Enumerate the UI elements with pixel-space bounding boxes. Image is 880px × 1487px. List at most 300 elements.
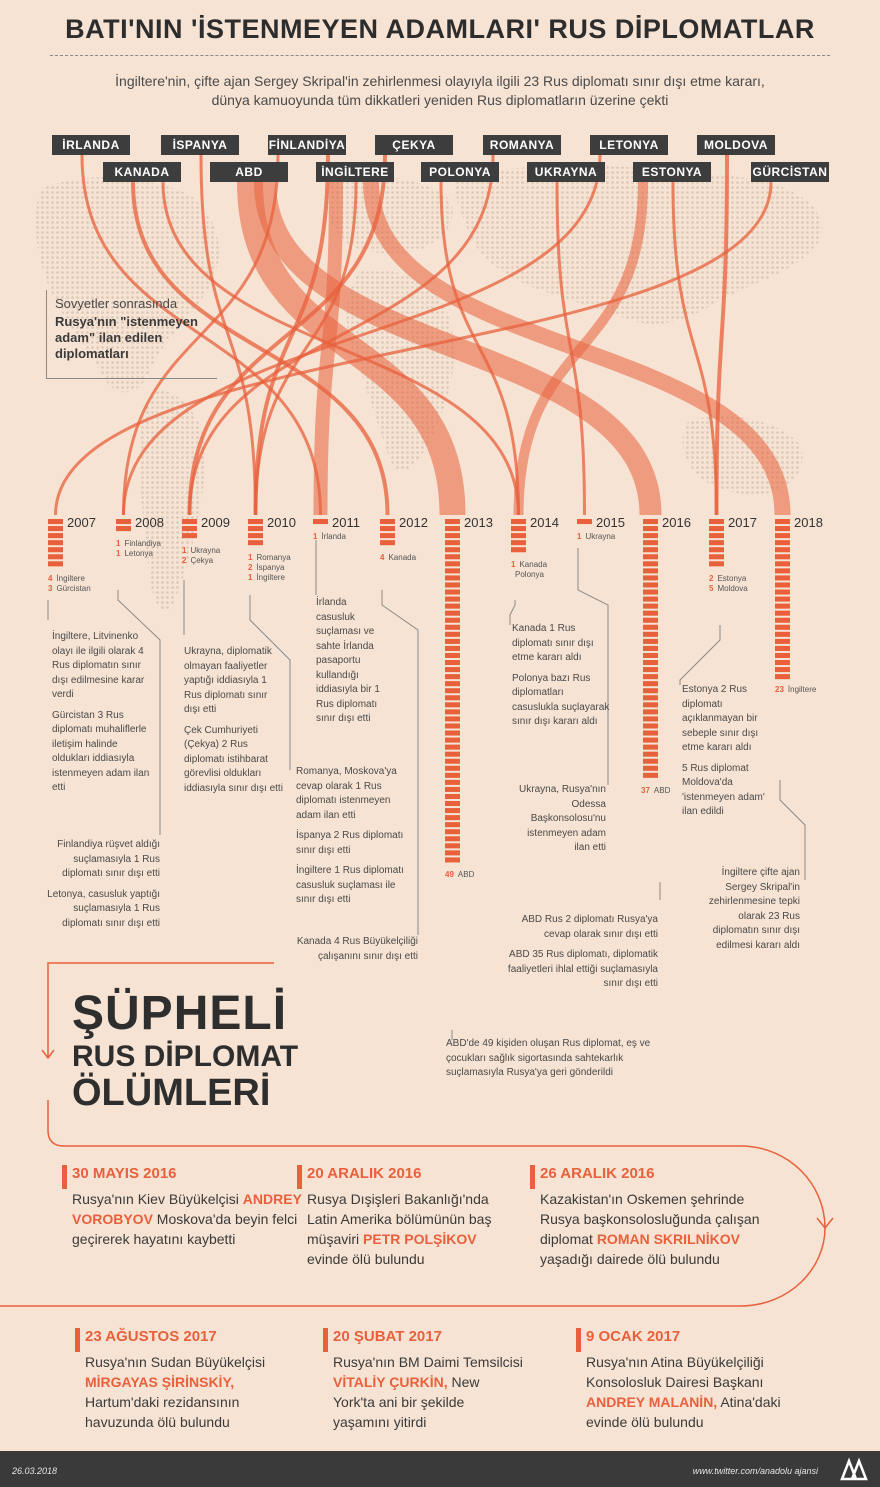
country-label: MOLDOVA: [697, 135, 775, 155]
year-breakdown: [248, 553, 291, 583]
bar-unit: [643, 547, 658, 552]
bar-unit: [445, 547, 460, 552]
bar-unit: [445, 639, 460, 644]
agency-logo-icon: [840, 1457, 868, 1481]
bar-unit: [643, 611, 658, 616]
breakdown-country: İrlanda: [321, 532, 346, 542]
bar-unit: [775, 625, 790, 630]
description-paragraph: İngiltere 1 Rus diplomatı casusluk suçlaması ile sınır dışı etti: [296, 865, 404, 905]
bar-unit: [643, 759, 658, 764]
breakdown-item: [182, 546, 220, 556]
bar-unit: [775, 554, 790, 559]
event-pre: Rusya'nın Sudan Büyükelçisi: [85, 1354, 266, 1370]
breakdown-country: Moldova: [717, 584, 748, 594]
bar-unit: [445, 738, 460, 743]
bar-unit: [775, 653, 790, 658]
breakdown-item: [248, 553, 291, 563]
country-label: ÇEKYA: [375, 135, 453, 155]
bar-2012: [380, 519, 395, 545]
bar-unit: [445, 674, 460, 679]
event-post: yaşadığı dairede ölü bulundu: [540, 1251, 720, 1267]
description-paragraph: Romanya, Moskova'ya cevap olarak 1 Rus diplomatı istenmeyen adam ilan etti: [296, 766, 397, 821]
bar-unit: [380, 519, 395, 524]
breakdown-country: Kanada: [388, 553, 417, 563]
bar-unit: [775, 519, 790, 524]
breakdown-country: ABD: [653, 785, 671, 795]
breakdown-item: [248, 573, 291, 583]
breakdown-country: İngiltere: [787, 685, 817, 695]
bar-unit: [775, 575, 790, 580]
bar-unit: [445, 632, 460, 637]
bar-unit: [445, 773, 460, 778]
description-paragraph: 5 Rus diplomat Moldova'da 'istenmeyen adam' ilan edildi: [682, 762, 765, 817]
event-marker: [530, 1165, 535, 1189]
event-name: ANDREY VOROBYOV: [72, 1191, 302, 1227]
breakdown-count: 23: [775, 685, 784, 695]
section-title-line-1: ŞÜPHELİ: [72, 987, 288, 1040]
bar-2008: [116, 519, 131, 531]
bar-unit: [775, 611, 790, 616]
description-paragraph: Polonya bazı Rus diplomatları casuslukla suçlayarak sınır dışı kararı aldı: [512, 672, 610, 727]
breakdown-item: [48, 584, 91, 594]
bar-unit: [445, 836, 460, 841]
bar-unit: [643, 625, 658, 630]
bar-unit: [643, 604, 658, 609]
event-text: [586, 1352, 796, 1432]
description-paragraph: ABD 35 Rus diplomatı, diplomatik faaliyetleri ihlal ettiği suçlamasıyla sınır dışı etti: [507, 949, 658, 989]
bar-unit: [709, 540, 724, 545]
breakdown-count: 1: [116, 549, 121, 559]
bar-unit: [445, 653, 460, 658]
breakdown-count: 1: [248, 553, 253, 563]
bar-unit: [445, 618, 460, 623]
breakdown-item: [182, 556, 220, 566]
description-paragraph: Çek Cumhuriyeti (Çekya) 2 Rus diplomatı istihbarat görevlisi oldukları iddiasıyla sınır dışı etti: [184, 724, 283, 794]
breakdown-count: 1: [182, 546, 187, 556]
breakdown-item: [116, 549, 161, 559]
breakdown-item: [709, 574, 748, 584]
bar-unit: [445, 519, 460, 524]
bar-unit: [445, 646, 460, 651]
country-label: İRLANDA: [52, 135, 130, 155]
desc-2018: [700, 866, 800, 959]
year-breakdown: [116, 539, 161, 559]
bar-unit: [643, 766, 658, 771]
bar-2016: [643, 519, 658, 778]
event-date: 23 AĞUSTOS 2017: [85, 1328, 217, 1345]
bar-unit: [643, 533, 658, 538]
year-label: 2017: [728, 515, 757, 530]
breakdown-count: 1: [116, 539, 121, 549]
bar-unit: [643, 540, 658, 545]
bar-unit: [445, 590, 460, 595]
bar-unit: [643, 773, 658, 778]
breakdown-country: Polonya: [515, 570, 544, 580]
year-breakdown: [182, 546, 220, 566]
bar-unit: [775, 646, 790, 651]
bar-unit: [775, 674, 790, 679]
year-label: 2012: [399, 515, 428, 530]
bar-unit: [643, 632, 658, 637]
breakdown-item: [709, 584, 748, 594]
country-label: FİNLANDİYA: [268, 135, 346, 155]
bar-unit: [445, 554, 460, 559]
country-label: ABD: [210, 162, 288, 182]
bar-unit: [775, 604, 790, 609]
bar-unit: [445, 526, 460, 531]
bar-unit: [643, 723, 658, 728]
event-marker: [75, 1328, 80, 1352]
bar-unit: [445, 850, 460, 855]
bar-unit: [248, 526, 263, 531]
event-date: 30 MAYIS 2016: [72, 1165, 177, 1182]
bar-unit: [445, 787, 460, 792]
bar-unit: [445, 808, 460, 813]
event-marker: [576, 1328, 581, 1352]
bar-unit: [445, 625, 460, 630]
breakdown-count: 49: [445, 870, 454, 880]
year-label: 2009: [201, 515, 230, 530]
bar-unit: [643, 752, 658, 757]
event-pre: Rusya'nın Atina Büyükelçiliği Konsolosluk Dairesi Başkanı: [586, 1354, 764, 1390]
bar-unit: [48, 561, 63, 566]
subtitle-line-1: İngiltere'nin, çifte ajan Sergey Skripal'in zehirlenmesi olayıyla ilgili 23 Rus diplomatı sınır dışı etme kararı,: [115, 73, 765, 89]
year-breakdown: [641, 786, 670, 796]
event-marker: [297, 1165, 302, 1189]
breakdown-count: 1: [248, 573, 253, 583]
bar-2018: [775, 519, 790, 679]
event-card: [586, 1328, 796, 1432]
bar-2015: [577, 519, 592, 524]
breakdown-count: 3: [48, 584, 53, 594]
bar-unit: [445, 611, 460, 616]
description-paragraph: Estonya 2 Rus diplomatı açıklanmayan bir sebeple sınır dışı etme kararı aldı: [682, 684, 759, 753]
description-paragraph: Gürcistan 3 Rus diplomatı muhaliflerle iletişim halinde oldukları iddiasıyla istenmeyen adam ilan etti: [52, 709, 150, 793]
bar-unit: [445, 597, 460, 602]
bar-unit: [511, 526, 526, 531]
footer-link[interactable]: www.twitter.com/anadolu ajansi: [692, 1466, 818, 1476]
bar-unit: [775, 632, 790, 637]
country-label: KANADA: [103, 162, 181, 182]
year-breakdown: [775, 685, 816, 695]
breakdown-country: Finlandiya: [124, 539, 161, 549]
breakdown-item: [577, 532, 615, 542]
bar-unit: [775, 533, 790, 538]
bar-unit: [643, 716, 658, 721]
bar-unit: [643, 618, 658, 623]
event-card: [333, 1328, 523, 1432]
bar-unit: [445, 843, 460, 848]
breakdown-item: [48, 574, 91, 584]
event-card: [85, 1328, 285, 1432]
breakdown-item: [248, 563, 291, 573]
year-breakdown: [380, 553, 416, 563]
bar-unit: [445, 801, 460, 806]
breakdown-country: Romanya: [256, 553, 291, 563]
bar-unit: [380, 526, 395, 531]
event-marker: [62, 1165, 67, 1189]
bar-unit: [445, 723, 460, 728]
bar-unit: [643, 738, 658, 743]
bar-unit: [511, 519, 526, 524]
description-paragraph: Kanada 4 Rus Büyükelçiliği çalışanını sınır dışı etti: [296, 936, 418, 962]
bar-unit: [445, 857, 460, 862]
footer-date: 26.03.2018: [12, 1466, 58, 1476]
year-label: 2011: [332, 515, 360, 530]
bar-unit: [643, 646, 658, 651]
bar-unit: [775, 590, 790, 595]
breakdown-item: [775, 685, 816, 695]
bar-unit: [643, 681, 658, 686]
year-label: 2007: [67, 515, 96, 530]
breakdown-country: İngiltere: [56, 574, 85, 584]
breakdown-count: 4: [380, 553, 385, 563]
event-name: PETR POLŞİKOV: [363, 1231, 477, 1247]
bar-unit: [445, 745, 460, 750]
country-label: ROMANYA: [483, 135, 561, 155]
event-pre: Rusya'nın Kiev Büyükelçisi: [72, 1191, 239, 1207]
breakdown-country: İspanya: [256, 563, 285, 573]
breakdown-country: ABD: [457, 870, 475, 880]
bar-unit: [182, 526, 197, 531]
description-paragraph: İngiltere çifte ajan Sergey Skripal'in zehirlenmesine tepki olarak 23 Rus diplomatın sınır dışı edilmesi kararı aldı: [708, 867, 800, 951]
bar-2007: [48, 519, 63, 566]
desc-2007: [52, 630, 152, 802]
bar-unit: [380, 533, 395, 538]
event-post: evinde ölü bulundu: [307, 1251, 425, 1267]
desc-2009: [184, 645, 284, 802]
section-title-line-2: RUS DİPLOMAT: [72, 1040, 299, 1073]
year-label: 2016: [662, 515, 691, 530]
year-label: 2015: [596, 515, 625, 530]
bar-unit: [643, 731, 658, 736]
bar-unit: [48, 547, 63, 552]
bar-unit: [445, 604, 460, 609]
bar-unit: [445, 582, 460, 587]
bar-unit: [248, 519, 263, 524]
bar-unit: [643, 702, 658, 707]
bar-unit: [643, 526, 658, 531]
desc-2015: [510, 783, 606, 862]
breakdown-country: Ukrayna: [585, 532, 616, 542]
bar-unit: [775, 639, 790, 644]
bar-unit: [445, 709, 460, 714]
event-text: [307, 1189, 517, 1269]
description-paragraph: İrlanda casusluk suçlaması ve sahte İrlanda pasaportu kullandığı iddiasıyla bir 1 Rus diplomatı sınır dışı etti: [316, 597, 380, 724]
bar-unit: [313, 519, 328, 524]
breakdown-item: [380, 553, 416, 563]
year-breakdown: [577, 532, 615, 542]
bar-2010: [248, 519, 263, 545]
breakdown-count: 1: [511, 560, 516, 570]
event-date: 20 ŞUBAT 2017: [333, 1328, 442, 1345]
desc-2014: [512, 622, 612, 736]
section-title-line-3: ÖLÜMLERİ: [72, 1072, 271, 1114]
breakdown-country: İngiltere: [256, 573, 285, 583]
bar-unit: [445, 561, 460, 566]
bar-2013: [445, 519, 460, 862]
desc-2008: [40, 838, 160, 937]
country-label: LETONYA: [590, 135, 668, 155]
bar-unit: [445, 731, 460, 736]
bar-unit: [445, 752, 460, 757]
bar-unit: [709, 533, 724, 538]
bar-unit: [709, 526, 724, 531]
bar-unit: [643, 653, 658, 658]
description-paragraph: ABD Rus 2 diplomatı Rusya'ya cevap olarak sınır dışı etti: [521, 914, 658, 940]
description-paragraph: ABD'de 49 kişiden oluşan Rus diplomat, eş ve çocukları sağlık sigortasında sahtekarlık suçlamasıyla Rusya'ya geri gönderildi: [446, 1038, 651, 1078]
country-label: POLONYA: [421, 162, 499, 182]
bar-unit: [445, 766, 460, 771]
bar-unit: [643, 568, 658, 573]
bar-unit: [643, 745, 658, 750]
breakdown-country: Letonya: [124, 549, 153, 559]
breakdown-count: 2: [709, 574, 714, 584]
bar-unit: [445, 568, 460, 573]
bar-unit: [445, 702, 460, 707]
bar-2014: [511, 519, 526, 552]
desc-2016: [500, 913, 658, 998]
bar-unit: [445, 780, 460, 785]
bar-unit: [380, 540, 395, 545]
year-label: 2013: [464, 515, 493, 530]
breakdown-item: [641, 786, 670, 796]
bar-unit: [445, 660, 460, 665]
breakdown-item: [445, 870, 474, 880]
bar-unit: [643, 688, 658, 693]
bar-unit: [511, 533, 526, 538]
breakdown-country: Ukrayna: [190, 546, 221, 556]
bar-unit: [48, 519, 63, 524]
event-date: 20 ARALIK 2016: [307, 1165, 422, 1182]
description-paragraph: Finlandiya rüşvet aldığı suçlamasıyla 1 Rus diplomatı sınır dışı etti: [57, 839, 160, 879]
event-post: Atina'daki evinde ölü bulundu: [586, 1394, 781, 1430]
section-title: [72, 987, 299, 1114]
page-title: BATI'NIN 'İSTENMEYEN ADAMLARI' RUS DİPLOMATLAR: [65, 14, 815, 44]
year-breakdown: [48, 574, 91, 594]
bar-unit: [775, 540, 790, 545]
bar-unit: [775, 660, 790, 665]
breakdown-item: [116, 539, 161, 549]
bar-unit: [709, 561, 724, 566]
bar-unit: [445, 695, 460, 700]
bar-unit: [775, 597, 790, 602]
bar-unit: [445, 575, 460, 580]
year-label: 2010: [267, 515, 296, 530]
desc-2011: [316, 596, 386, 733]
bar-unit: [445, 681, 460, 686]
country-label: İNGİLTERE: [316, 162, 394, 182]
bar-unit: [445, 533, 460, 538]
breakdown-count: 37: [641, 785, 650, 795]
bar-unit: [445, 667, 460, 672]
bar-unit: [643, 554, 658, 559]
bar-unit: [116, 526, 131, 531]
bar-unit: [775, 547, 790, 552]
event-card: [72, 1165, 302, 1249]
breakdown-count: 2: [182, 556, 187, 566]
event-card: [540, 1165, 770, 1269]
year-label: 2018: [794, 515, 823, 530]
bar-unit: [643, 561, 658, 566]
bar-2009: [182, 519, 197, 538]
bar-unit: [775, 582, 790, 587]
event-marker: [323, 1328, 328, 1352]
subtitle-line-2: dünya kamuoyunda tüm dikkatleri yeniden Rus diplomatların üzerine çekti: [211, 92, 669, 108]
event-name: MİRGAYAS ŞİRİNSKİY,: [85, 1374, 235, 1390]
event-card: [307, 1165, 517, 1269]
description-paragraph: Ukrayna, diplomatik olmayan faaliyetler yaptığı iddiasıyla 1 Rus diplomatı sınır dışı etti: [184, 646, 272, 715]
desc-2010: [296, 765, 416, 914]
breakdown-country: Gürcistan: [56, 584, 91, 594]
bar-unit: [775, 568, 790, 573]
country-label: GÜRCİSTAN: [751, 162, 829, 182]
breakdown-item: [511, 560, 547, 570]
description-paragraph: Kanada 1 Rus diplomatı sınır dışı etme kararı aldı: [512, 623, 594, 663]
bar-unit: [775, 526, 790, 531]
bar-unit: [643, 519, 658, 524]
event-text: [333, 1352, 523, 1432]
bar-unit: [445, 540, 460, 545]
bar-unit: [577, 519, 592, 524]
bar-unit: [709, 547, 724, 552]
desc-2017: [682, 683, 772, 826]
event-date: 26 ARALIK 2016: [540, 1165, 655, 1182]
bar-unit: [445, 688, 460, 693]
bar-unit: [643, 695, 658, 700]
event-text: [85, 1352, 285, 1432]
breakdown-count: 1: [313, 532, 318, 542]
bar-unit: [248, 540, 263, 545]
breakdown-country: Estonya: [717, 574, 747, 584]
breakdown-item: [313, 532, 346, 542]
year-breakdown: [313, 532, 346, 542]
breakdown-country: Çekya: [190, 556, 214, 566]
bar-unit: [445, 794, 460, 799]
event-post: New York'ta ani bir şekilde yaşamını yitirdi: [333, 1374, 480, 1430]
event-text: [72, 1189, 302, 1249]
event-pre: Kazakistan'ın Oskemen şehrinde Rusya başkonsolosluğunda çalışan diplomat: [540, 1191, 760, 1247]
bar-unit: [643, 709, 658, 714]
bar-unit: [643, 674, 658, 679]
bar-2017: [709, 519, 724, 566]
description-paragraph: Letonya, casusluk yaptığı suçlamasıyla 1 Rus diplomatı sınır dışı etti: [47, 888, 160, 929]
bar-unit: [643, 582, 658, 587]
bar-unit: [643, 575, 658, 580]
breakdown-count: 4: [48, 574, 53, 584]
event-post: Moskova'da beyin felci geçirerek hayatını kaybetti: [72, 1211, 298, 1247]
breakdown-count: 1: [577, 532, 582, 542]
note-caption: Sovyetler sonrasında: [55, 296, 178, 311]
description-paragraph: İspanya 2 Rus diplomatı sınır dışı etti: [296, 830, 404, 856]
bar-unit: [643, 667, 658, 672]
event-text: [540, 1189, 770, 1269]
description-paragraph: İngiltere, Litvinenko olayı ile ilgili olarak 4 Rus diplomatın sınır dışı edilmesine karar verdi: [52, 631, 145, 700]
event-name: ROMAN SKRILNİKOV: [596, 1231, 740, 1247]
year-label: 2008: [135, 515, 164, 530]
bar-unit: [775, 667, 790, 672]
bar-unit: [445, 716, 460, 721]
bar-unit: [48, 533, 63, 538]
year-breakdown: [445, 870, 474, 880]
footer: [0, 1451, 880, 1487]
bar-2011: [313, 519, 328, 524]
bar-unit: [643, 597, 658, 602]
event-pre: Rusya'nın BM Daimi Temsilcisi: [333, 1354, 523, 1370]
desc-2013: [446, 1037, 656, 1087]
bar-unit: [445, 759, 460, 764]
breakdown-count: 5: [709, 584, 714, 594]
